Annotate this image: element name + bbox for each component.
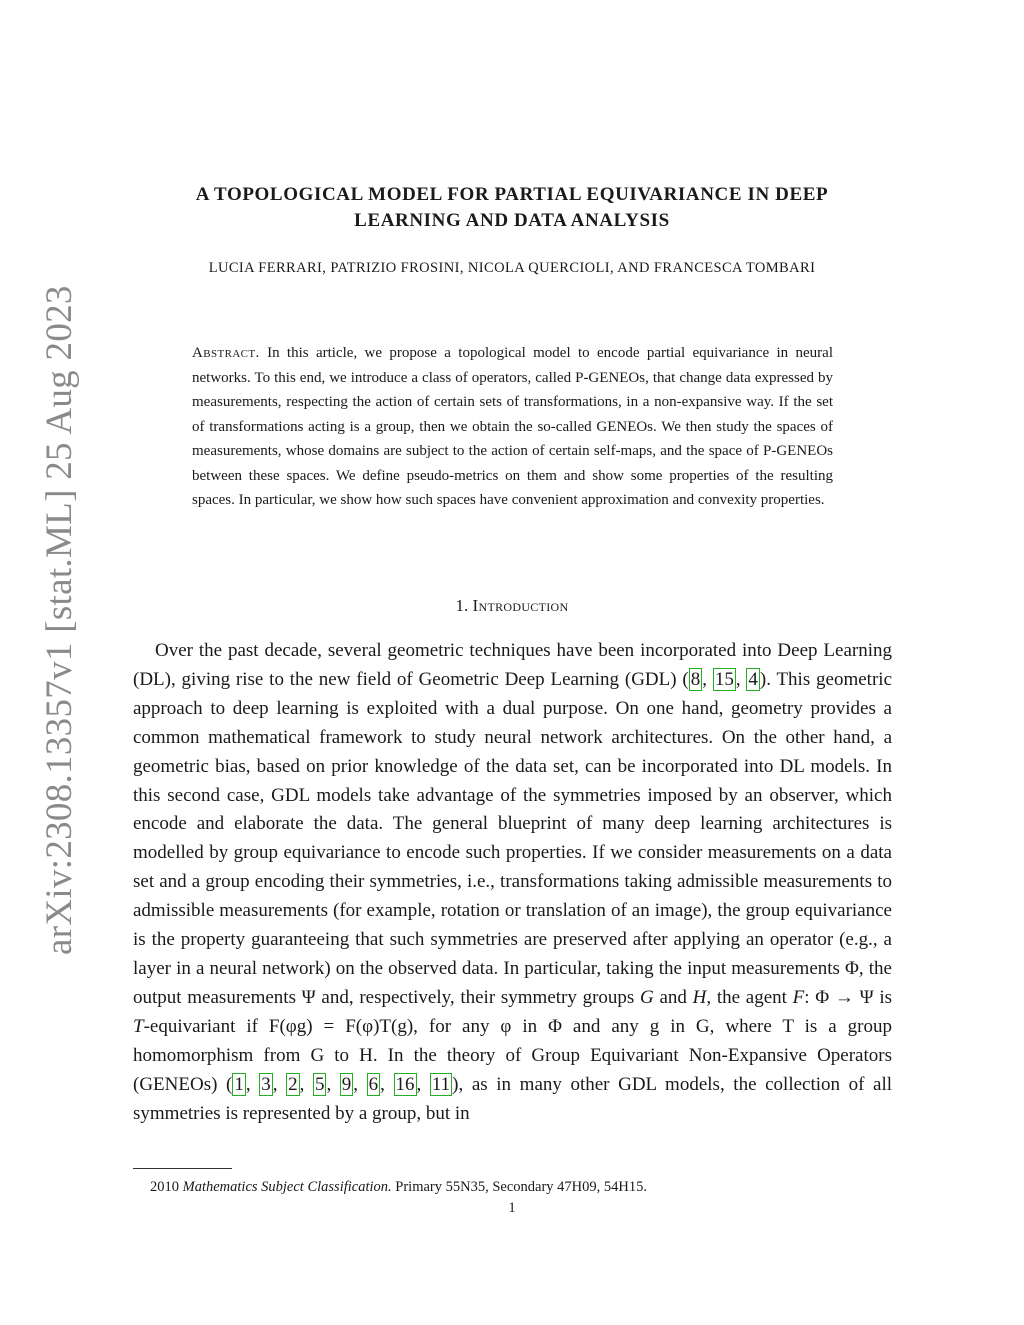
citation-group-2: 1 , 3 , 2 , 5 , 9 , 6 , 16 , 11: [234, 1073, 451, 1095]
abstract: [192, 341, 833, 513]
citation-link[interactable]: 8: [690, 668, 701, 690]
citation-link[interactable]: 11: [431, 1073, 451, 1095]
intro-text-map: : Φ → Ψ is: [804, 986, 893, 1008]
citation-link[interactable]: 2: [288, 1073, 298, 1095]
citation-group-1: 8 , 15 , 4: [690, 668, 758, 690]
footnote-label: Mathematics Subject Classification.: [182, 1179, 392, 1195]
citation-link[interactable]: 16: [395, 1073, 415, 1095]
intro-text-and: and: [653, 986, 693, 1008]
title-line-2: LEARNING AND DATA ANALYSIS: [354, 210, 670, 231]
citation-link[interactable]: 15: [714, 668, 734, 690]
footnote-text: Primary 55N35, Secondary 47H09, 54H15.: [395, 1179, 647, 1195]
citation-link[interactable]: 5: [314, 1073, 325, 1095]
citation-link[interactable]: 1: [234, 1073, 244, 1095]
page-number: 1: [508, 1200, 516, 1216]
section-number: 1.: [455, 596, 469, 615]
citation-link[interactable]: 6: [368, 1073, 379, 1095]
footnote-year: 2010: [150, 1179, 179, 1195]
author-list: LUCIA FERRARI, PATRIZIO FROSINI, NICOLA QUERCIOLI, AND FRANCESCA TOMBARI: [208, 260, 816, 276]
abstract-text: In this article, we propose a topological model to encode partial equivariance in neural networks. To this end, we introduce a class of operators, called P-GENEOs, that change data expressed by measurements, respecting the action of certain sets of transformations, in a non-expansive way. If the set of transformations acting is a group, then we obtain the so-called GENEOs. We then study the spaces of measurements, whose domains are subject to the action of certain self-maps, and the space of P-GENEOs between these spaces. We define pseudo-metrics on them and show some properties of the resulting spaces. In particular, we show how such spaces have convenient approximation and convexity properties.: [192, 345, 834, 508]
intro-text-2: ). This geometric approach to deep learning is exploited with a dual purpose. On one hand, geometry provides a common mathematical framework to study neural network architectures. On the other hand, a geometric bias, based on prior knowledge of the data set, can be incorporated into DL models. In this second case, GDL models take advantage of the symmetries imposed by an observer, which encode and elaborate the data. The general blueprint of many deep learning architectures is modelled by group equivariance to encode such properties. If we consider measurements on a data set and a group encoding their symmetries, i.e., transformations taking admissible measurements to admissible measurements (for example, rotation or translation of an image), the group equivariance is the property guaranteeing that such symmetries are preserved after applying an operator (e.g., a layer in a neural network) on the observed data. In particular, taking the input measurements Φ, the output measurements Ψ and, respectively, their symmetry groups: [133, 668, 893, 1008]
citation-link[interactable]: 4: [748, 668, 758, 690]
section-heading: [130, 596, 894, 616]
introduction-paragraph: [133, 637, 892, 1128]
intro-text-agent: , the agent: [706, 986, 793, 1008]
math-T: T: [133, 1015, 144, 1037]
footnote-divider: [133, 1168, 232, 1169]
citation-link[interactable]: 9: [341, 1073, 352, 1095]
arxiv-identifier: arXiv:2308.13357v1 [stat.ML] 25 Aug 2023: [39, 285, 80, 955]
intro-text-3: ), as in many other GDL models, the collection of all symmetries is represented by a group, but in: [133, 1073, 893, 1124]
intro-text-equivariance: -equivariant if F(φg) = F(φ)T(g), for any φ in Φ and any g in G, where T is a group homomorphism from G to H. In the theory of Group Equivariant Non-Expansive Operators (GENEOs) (: [133, 1015, 892, 1095]
paper-title: [130, 182, 894, 234]
math-F: F: [792, 986, 805, 1008]
math-H: H: [692, 986, 707, 1008]
abstract-label: Abstract.: [192, 345, 260, 361]
math-G: G: [640, 986, 654, 1008]
section-title: Introduction: [472, 596, 569, 615]
title-line-1: A TOPOLOGICAL MODEL FOR PARTIAL EQUIVARIANCE IN DEEP: [195, 184, 829, 205]
intro-text-1: Over the past decade, several geometric techniques have been incorporated into Deep Learning (DL), giving rise to the new field of Geometric Deep Learning (GDL) (: [133, 640, 892, 690]
footnote: [150, 1179, 647, 1196]
citation-link[interactable]: 3: [261, 1073, 271, 1095]
